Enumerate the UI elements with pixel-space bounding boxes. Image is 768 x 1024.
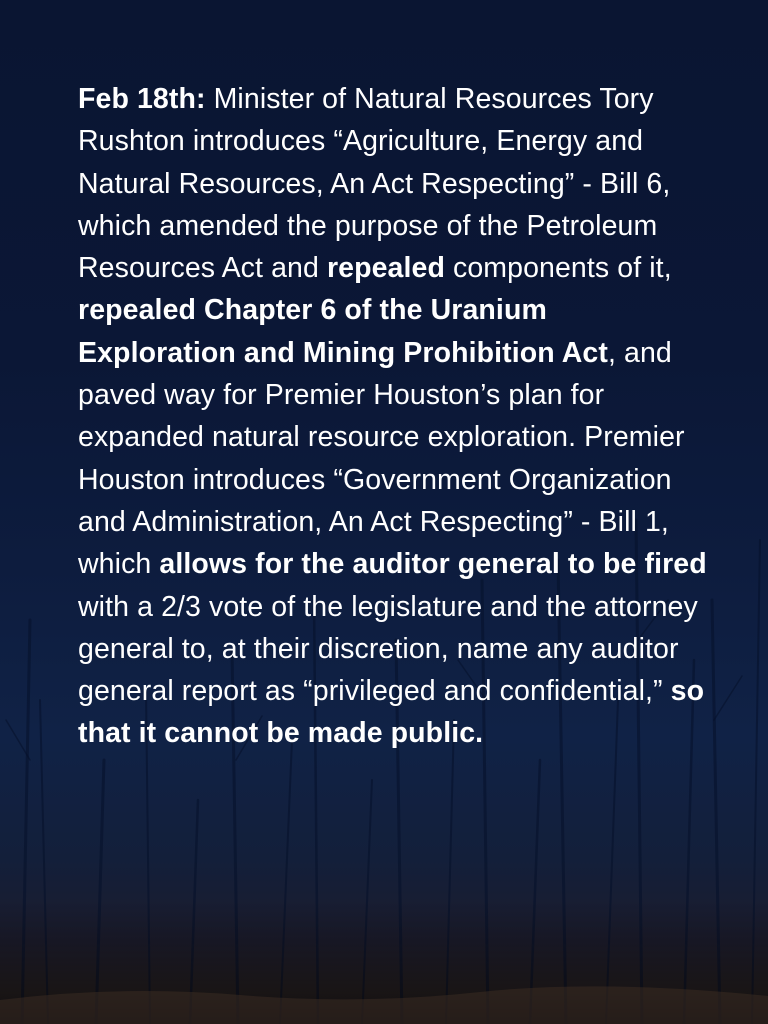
emphasis-segment: repealed Chapter 6 of the Uranium Exploration and Mining Prohibition Act	[78, 294, 608, 369]
emphasis-segment: repealed	[326, 252, 445, 285]
paragraph	[78, 78, 708, 755]
text-segment: Minister of Natural Resources Tory Rushton introduces “Agriculture, Energy and Natural Resources, An Act Respecting” - Bill 6, which amended the purpose of the Petroleum Resources Act and	[78, 83, 671, 285]
date-label: Feb 18th:	[78, 83, 206, 115]
text-segment: components of it,	[444, 252, 672, 285]
text-segment: with a 2/3 vote of the legislature and the attorney general to, at their discretion, name any auditor general report as “privileged and confidential,”	[78, 590, 698, 708]
emphasis-segment: so that it cannot be made public.	[78, 675, 705, 750]
emphasis-segment: allows for the auditor general to be fired	[159, 548, 707, 581]
text-segment: , and paved way for Premier Houston’s plan for expanded natural resource exploration. Premier Houston introduces “Government Organization and Administration, An Act Respecting” - Bill 1, which	[78, 336, 685, 581]
article-text-block	[78, 78, 708, 755]
